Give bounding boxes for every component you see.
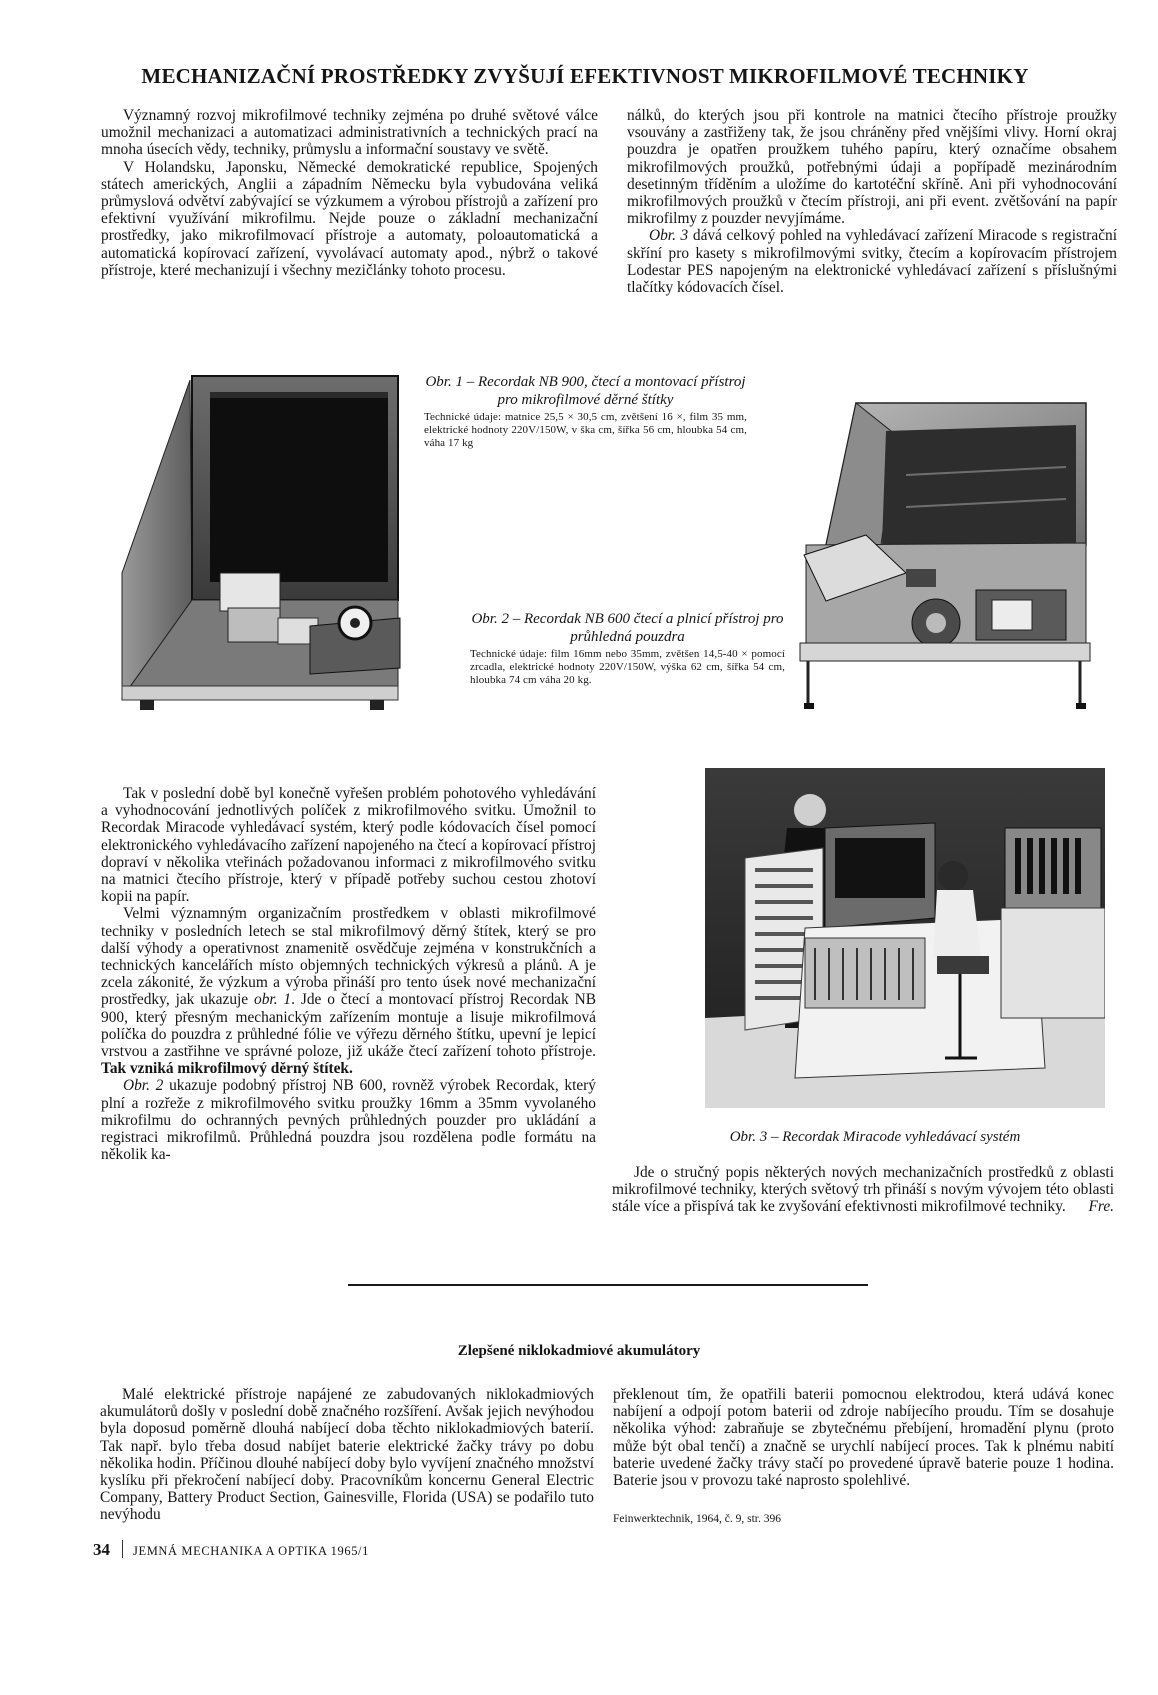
second-article-left-column	[100, 1386, 594, 1524]
second-article-paragraph-left: Malé elektrické přístroje napájené ze zabudovaných niklokadmiových akumulátorů došly v poslední době značného rozšíření. Avšak jejich nevýhodou byla doposud poměrně dlouhá nabíjecí doba těchto niklokadmiových baterií. Tak např. bylo třeba dosud nabíjet baterie elektrické žačky trávy po dobu několika hodin. Příčinou dlouhé nabíjecí doby bylo vyvíjení značného množství kyslíku při překročení nabíjecí doby. Pracovníkům koncernu General Electric Company, Battery Product Section, Gainesville, Florida (USA) se podařilo tuto nevýhodu	[100, 1386, 594, 1524]
fig2-caption-text: Technické údaje: film 16mm nebo 35mm, zvětšen 14,5-40 × pomocí zrcadla, elektrické hodnoty 220V/150W, výška 62 cm, šířka 54 cm, hloubka 74 cm váha 20 kg.	[470, 648, 785, 686]
second-article-paragraph-right: překlenout tím, že opatřili baterii pomocnou elektrodou, která udává konec nabíjení a odpojí potom baterii od zdroje nabíjecího proudu. Tím se dosahuje několika výhod: zabraňuje se zbytečnému přebíjení, hromadění plynu (proto může být obal tenčí) a značně se urychlí nabíjecí proces. Tak k plnému nabití baterie uvedené žačky trávy stačí po provedené úpravě baterie pouze 1 hodina. Baterie jsou v provozu také naprosto spolehlivé.	[613, 1386, 1114, 1490]
fig3-photo	[705, 768, 1105, 1108]
fig3-caption	[640, 1128, 1110, 1146]
conclusion-block	[612, 1164, 1114, 1216]
fig3-reference: Obr. 3	[649, 227, 689, 245]
fig1-reference: obr. 1	[254, 991, 292, 1009]
fig1-caption-title: Obr. 1 – Recordak NB 900, čtecí a montovací přístroj pro mikrofilmové děrné štítky	[425, 374, 746, 408]
main-paragraph-2-text-b: . Jde o čtecí a montovací přístroj Recordak NB 900, který přesným mechanickým zařízením montuje a lisuje mikrofilmová políčka do pouzdra z průhledné fólie ve výřezu děrného štítku, upevní je lepicí vrstvou a zastřihne ve správné poloze, již ukáže čtecí zařízení tohoto přístroje.	[101, 991, 596, 1061]
main-paragraph-2-text-a: Velmi významným organizačním prostředkem v oblasti mikrofilmové techniky v posledních letech se stal mikrofilmový děrný štítek, který se pro další výhody a operativnost znamenitě osvědčuje zejména v konstrukčních a technických kancelářích místo objemných technických výkresů a plánů. A je zcela zákonité, že výzkum a výroba přináší pro tento úsek nové mechanizační prostředky, jak ukazuje	[101, 905, 596, 1009]
right-paragraph-2-text: dává celkový pohled na vyhledávací zařízení Miracode s registrační skříní pro kasety s mikrofilmovými svitky, čtecím a kopírovacím přístrojem Lodestar PES napojeným na elektronické vyhledávací zařízení s příslušnými tlačítky kódovacích čísel.	[627, 227, 1118, 297]
main-paragraph-3	[101, 1077, 596, 1163]
fig2-reference: Obr. 2	[123, 1077, 164, 1095]
fig1-photo	[100, 368, 430, 740]
fig1-caption-text: Technické údaje: matnice 25,5 × 30,5 cm, zvětšení 16 ×, film 35 mm, elektrické hodnoty 220V/150W, v ška cm, šířka 56 cm, hloubka 54 cm, váha 17 kg	[424, 411, 747, 449]
fig1-caption	[424, 373, 747, 450]
main-paragraph-3-text: ukazuje podobný přístroj NB 600, rovněž výrobek Recordak, který plní a rozřeže z mikrofilmového svitku proužky 16mm a 35mm vyvolaného mikrofilmu do ochranných pevných průhledných pouzder pro ukládání a registraci mikrofilmů. Průhledná pouzdra jsou rozdělena podle formátu na několik ka-	[101, 1077, 597, 1164]
second-article-right-column	[613, 1386, 1114, 1528]
fig2-photo	[786, 395, 1091, 715]
fig3-caption-title: Obr. 3 – Recordak Miracode vyhledávací systém	[729, 1129, 1021, 1145]
right-paragraph-2	[627, 227, 1117, 296]
main-column-left	[101, 785, 596, 1163]
intro-paragraph-1: Významný rozvoj mikrofilmové techniky zejména po druhé světové válce umožnil mechanizaci a automatizaci administrativních a technických prací na mnoha úsecích vědy, techniky, průmyslu a informační soustavy ve světě.	[101, 107, 598, 159]
journal-name: JEMNÁ MECHANIKA A OPTIKA 1965/1	[133, 1544, 369, 1558]
intro-column-right	[627, 107, 1117, 296]
author-signature: Fre.	[1088, 1198, 1114, 1216]
right-paragraph-1: nálků, do kterých jsou při kontrole na matnici čtecího přístroje proužky vsouvány a zastřiženy tak, že jsou chráněny před vnějšími vlivy. Horní okraj pouzdra je opatřen proužkem tuhého papíru, který označíme obsahem mikrofilmových proužků, potřebnými údaji a popřípadě mezinárodním desetinným tříděním a uložíme do kartotéční skříně. Ani při vyhodnocování mikrofilmových proužků v čtecím přístroji, ani při event. zvětšování na papír mikrofilmy z pouzder nevyjímáme.	[627, 107, 1117, 228]
page-footer	[93, 1540, 369, 1560]
fig2-caption-title: Obr. 2 – Recordak NB 600 čtecí a plnicí přístroj pro průhledná pouzdra	[471, 611, 784, 645]
page-number: 34	[93, 1540, 110, 1559]
fig2-caption	[470, 610, 785, 687]
source-citation: Feinwerktechnik, 1964, č. 9, str. 396	[613, 1513, 782, 1526]
article-title: MECHANIZAČNÍ PROSTŘEDKY ZVYŠUJÍ EFEKTIVNOST MIKROFILMOVÉ TECHNIKY	[141, 64, 1029, 88]
main-paragraph-1: Tak v poslední době byl konečně vyřešen problém pohotového vyhledávání a vyhodnocování jednotlivých políček z mikrofilmového svitku. Umožnil to Recordak Miracode vyhledávací systém, který podle kódovacích čísel pomocí elektronického vyhledávacího zařízení napojeného na čtecí a kopírovací přístroj dopraví v několika vteřinách požadovanou informaci z mikrofilmového svitku na matnici čtecího přístroje, který v případě potřeby suchou cestou zhotoví kopii na papír.	[101, 785, 596, 906]
main-paragraph-2	[101, 905, 596, 1077]
conclusion-text: Jde o stručný popis některých nových mechanizačních prostředků z oblasti mikrofilmové techniky, kterých světový trh přináší s novým vývojem této oblasti stále více a přispívá tak ke zvyšování efektivnosti mikrofilmové techniky.	[612, 1164, 1114, 1216]
footer-separator	[122, 1540, 123, 1558]
conclusion-paragraph	[612, 1164, 1114, 1216]
main-paragraph-2-bold: Tak vzniká mikrofilmový děrný štítek.	[101, 1060, 353, 1078]
second-article-title: Zlepšené niklokadmiové akumulátory	[457, 1343, 701, 1359]
intro-paragraph-2: V Holandsku, Japonsku, Německé demokratické republice, Spojených státech amerických, Anglii a západním Německu byla vybudována veliká průmyslová odvětví zabývající se výzkumem a výrobou přístrojů a zařízení pro efektivní využívání mikrofilmu. Nejde pouze o základní mechanizační prostředky, jako mikrofilmovací přístroje a automaty, poloautomatická a automatická kopírovací zařízení, vyvolávací automaty apod., nýbrž o takové přístroje, které mechanizují i všechny mezičlánky tohoto procesu.	[101, 158, 598, 279]
section-divider	[348, 1284, 868, 1286]
intro-column-left	[101, 107, 598, 279]
